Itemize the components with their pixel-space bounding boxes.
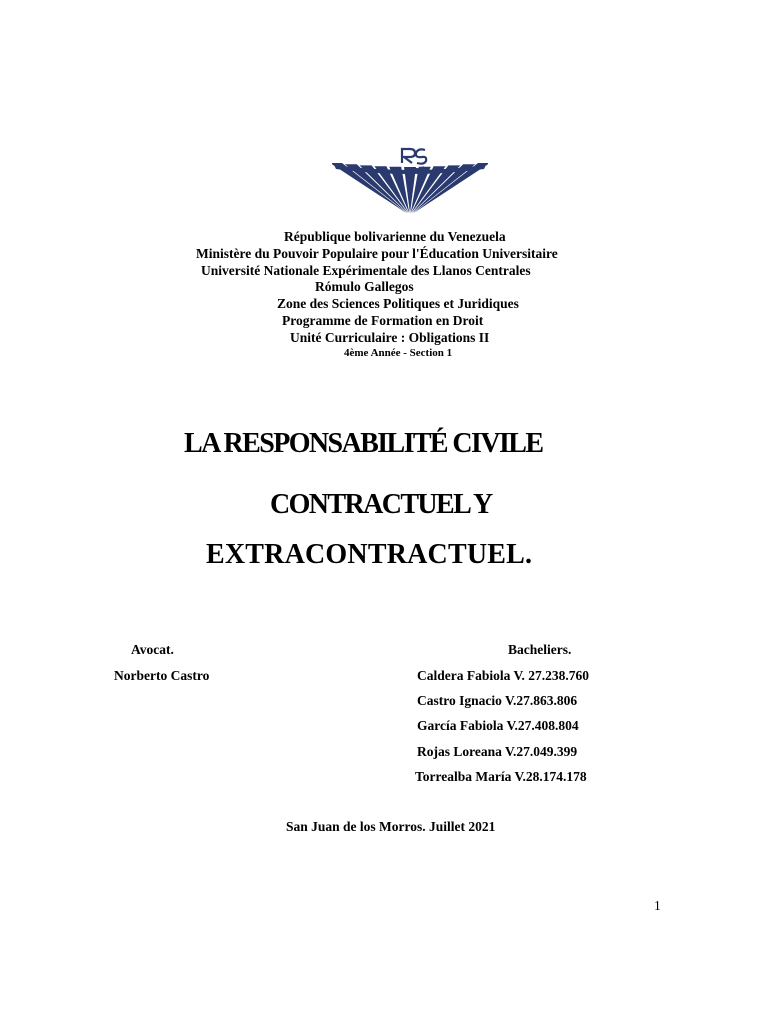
advisor-label: Avocat. xyxy=(131,642,174,657)
page-title-line2: CONTRACTUEL Y xyxy=(270,489,492,520)
student-name: Caldera Fabiola V. 27.238.760 xyxy=(417,668,590,683)
advisor-name: Norberto Castro xyxy=(114,668,210,683)
student-name: García Fabiola V.27.408.804 xyxy=(417,718,579,733)
student-name: Castro Ignacio V.27.863.806 xyxy=(417,693,578,708)
header-line-section: 4ème Année - Section 1 xyxy=(344,347,453,359)
header-line-republic: République bolivarienne du Venezuela xyxy=(284,229,506,244)
student-name: Torrealba María V.28.174.178 xyxy=(415,769,587,784)
student-name: Rojas Loreana V.27.049.399 xyxy=(417,744,578,759)
header-line-zone: Zone des Sciences Politiques et Juridiques xyxy=(277,296,519,311)
page-title-line1: LA RESPONSABILITÉ CIVILE xyxy=(184,428,543,459)
page-title-line3: EXTRACONTRACTUEL. xyxy=(206,539,533,570)
students-label: Bacheliers. xyxy=(508,642,572,657)
page-number: 1 xyxy=(654,898,661,913)
university-logo-icon xyxy=(332,145,488,215)
header-line-university: Université Nationale Expérimentale des Llanos Centrales xyxy=(201,263,531,278)
header-line-ministry: Ministère du Pouvoir Populaire pour l'Éducation Universitaire xyxy=(196,246,558,261)
header-line-romulo: Rómulo Gallegos xyxy=(315,279,414,294)
header-line-unit: Unité Curriculaire : Obligations II xyxy=(290,330,490,345)
place-date: San Juan de los Morros. Juillet 2021 xyxy=(286,819,496,834)
header-line-program: Programme de Formation en Droit xyxy=(282,313,484,328)
